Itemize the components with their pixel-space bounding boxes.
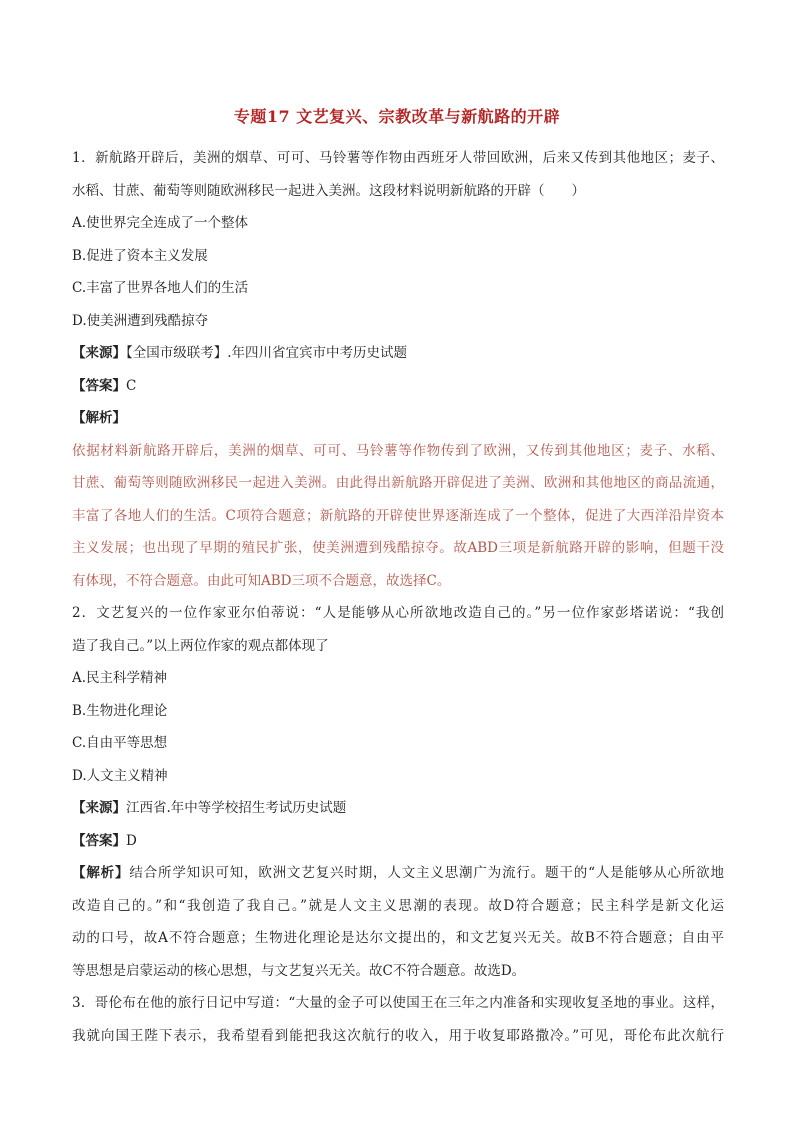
q2-analysis-line-3: 动的口号，故A不符合题意；生物进化理论是达尔文提出的，和文艺复兴无关。故B不符合题意；自由平 [72, 930, 724, 946]
q1-source-label: 【来源】 [72, 345, 126, 361]
q2-answer-value: D [126, 832, 137, 849]
q2-option-d: D.人文主义精神 [72, 767, 168, 784]
q2-source-label: 【来源】 [72, 800, 126, 816]
q1-analysis-label: 【解析】 [72, 410, 126, 426]
q2-analysis-label: 【解析】 [72, 865, 130, 881]
q1-analysis-heading [72, 402, 724, 435]
q1-analysis-line-2: 甘蔗、葡萄等则随欧洲移民一起进入美洲。由此得出新航路开辟促进了美洲、欧洲和其他地区的商品流通， [72, 475, 724, 491]
q2-answer-label: 【答案】 [72, 832, 126, 849]
q1-analysis-line-4: 主义发展；也出现了早期的殖民扩张，使美洲遭到残酷掠夺。故ABD三项是新航路开辟的影响，但题干没 [72, 540, 724, 556]
q1-option-a: A.使世界完全连成了一个整体 [72, 215, 249, 231]
q2-option-b: B.生物进化理论 [72, 702, 168, 719]
q1-stem-line-2: 水稻、甘蔗、葡萄等则随欧洲移民一起进入美洲。这段材料说明新航路的开辟（ ） [72, 182, 585, 199]
document-body [72, 142, 724, 1052]
q1-stem-line-1: 1．新航路开辟后，美洲的烟草、可可、马铃薯等作物由西班牙人带回欧洲，后来又传到其他地区；麦子、 [72, 150, 724, 166]
q2-stem-line-2: 造了我自己。”以上两位作家的观点都体现了 [72, 637, 329, 654]
q2-analysis-line-2: 改造自己的。”和“我创造了我自己。”就是人文主义思潮的表现。故D符合题意；民主科学是新文化运 [72, 897, 724, 914]
q1-option-b: B.促进了资本主义发展 [72, 247, 208, 264]
q1-analysis-line-1: 依据材料新航路开辟后，美洲的烟草、可可、马铃薯等作物传到了欧洲，又传到其他地区；麦子、水稻、 [72, 442, 724, 459]
q2-option-a: A.民主科学精神 [72, 670, 168, 686]
q1-answer [72, 370, 724, 403]
q1-source-text: 【全国市级联考】.年四川省宜宾市中考历史试题 [126, 345, 408, 361]
q2-option-c: C.自由平等思想 [72, 735, 168, 751]
q3-stem-line-2: 我就向国王陛下表示，我希望看到能把我这次航行的收入，用于收复耶路撒冷。”可见，哥伦布此次航行 [72, 1027, 724, 1044]
q1-option-d: D.使美洲遭到残酷掠夺 [72, 312, 209, 329]
q2-source [72, 792, 724, 825]
page-title: 专题17 文艺复兴、宗教改革与新航路的开辟 [233, 107, 561, 126]
q2-stem-line-1: 2．文艺复兴的一位作家亚尔伯蒂说：“人是能够从心所欲地改造自己的。”另一位作家彭塔诺说：“我创 [72, 605, 724, 621]
q2-answer [72, 825, 724, 858]
q1-option-c: C.丰富了世界各地人们的生活 [72, 280, 249, 296]
q3-stem-line-1: 3．哥伦布在他的旅行日记中写道：“大量的金子可以使国王在三年之内准备和实现收复圣地的事业。这样， [72, 995, 724, 1011]
q2-analysis-line-4: 等思想是启蒙运动的核心思想，与文艺复兴无关。故C不符合题意。故选D。 [72, 962, 526, 979]
q2-source-text: 江西省.年中等学校招生考试历史试题 [126, 800, 347, 816]
q1-source [72, 337, 724, 370]
q1-analysis-line-3: 丰富了各地人们的生活。C项符合题意；新航路的开辟使世界逐渐连成了一个整体，促进了大西洋沿岸资本 [72, 507, 724, 524]
q1-answer-value: C [126, 377, 137, 394]
q1-analysis-line-5: 有体现，不符合题意。由此可知ABD三项不合题意，故选择C。 [72, 572, 451, 589]
q2-analysis-first: 结合所学知识可知，欧洲文艺复兴时期，人文主义思潮广为流行。题干的“人是能够从心所欲地 [129, 865, 724, 881]
q1-answer-label: 【答案】 [72, 377, 126, 394]
q2-analysis-line-1 [72, 857, 724, 890]
